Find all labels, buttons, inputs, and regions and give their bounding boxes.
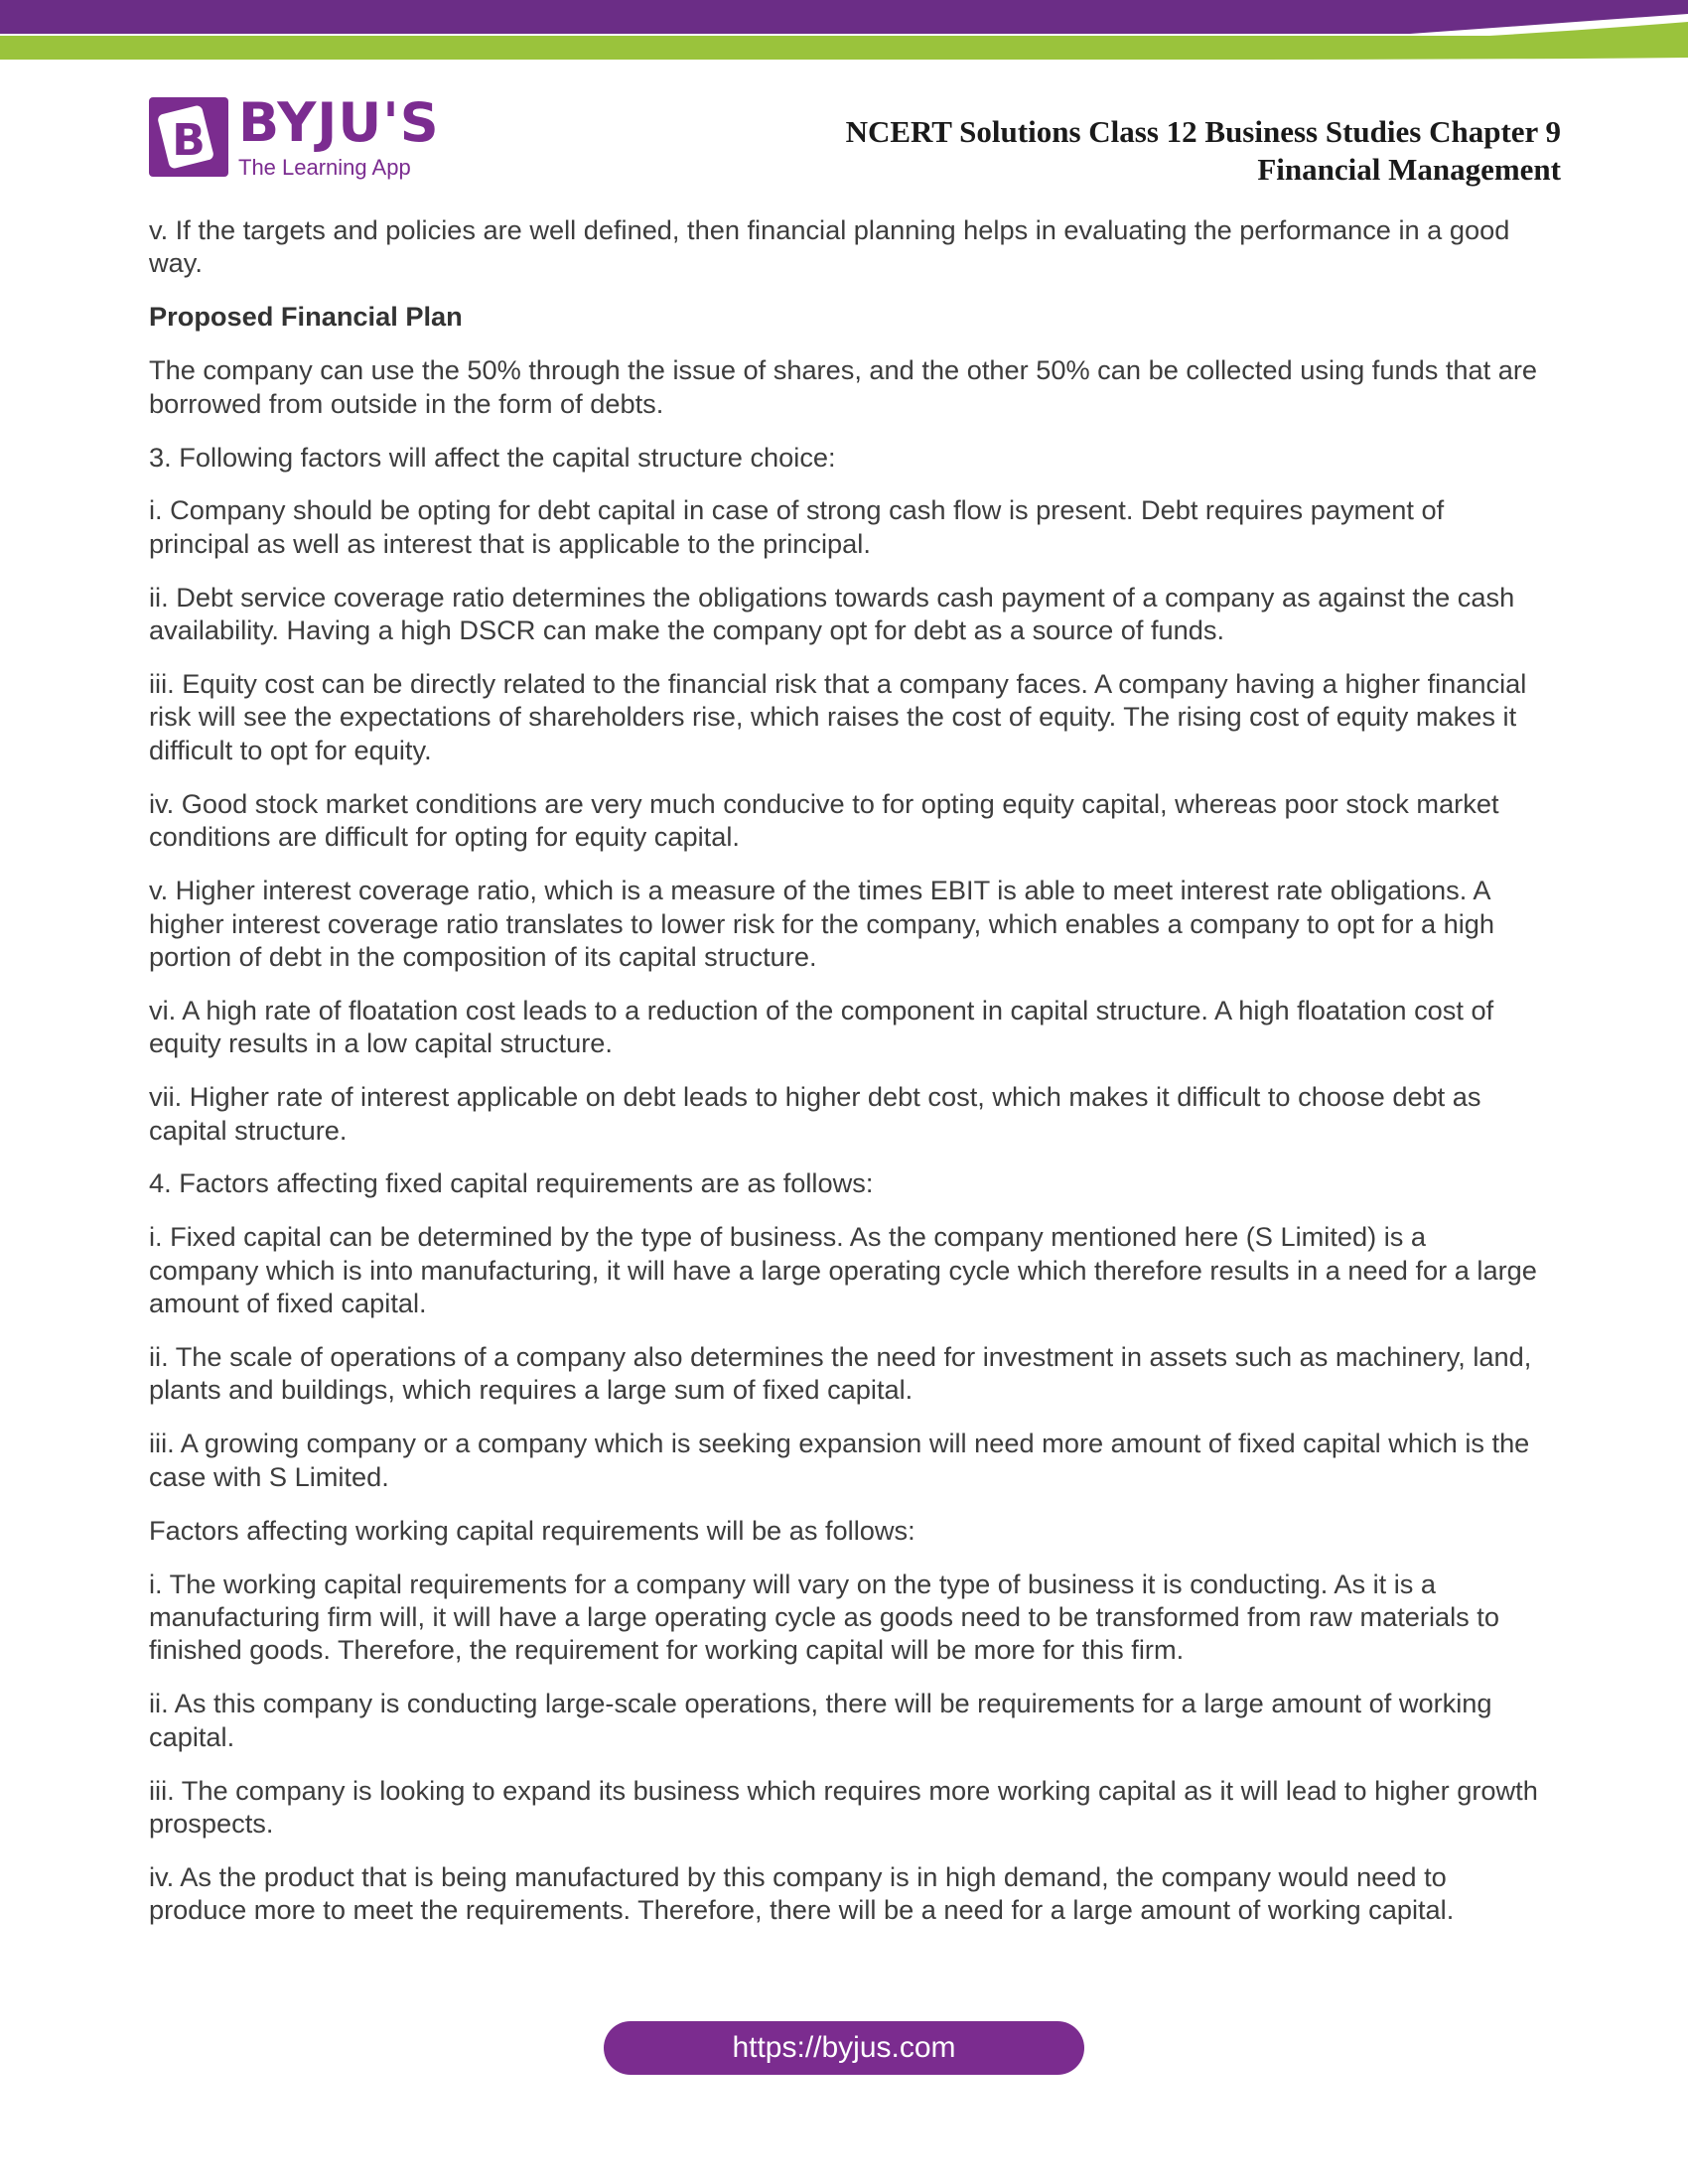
- paragraph: iv. Good stock market conditions are very much conducive to for opting equity capital, whereas poor stock market conditions are difficult for opting for equity capital.: [149, 787, 1499, 853]
- paragraph: iv. As the product that is being manufactured by this company is in high demand, the company would need to produce more to meet the requirements. Therefore, there will be a need for a large amount of working capital.: [149, 1860, 1455, 1926]
- paragraph: i. Fixed capital can be determined by the type of business. As the company mentioned here (S Limited) is a company which is into manufacturing, it will have a large operating cycle which therefore results in a need for a large amount of fixed capital.: [149, 1221, 1537, 1319]
- paragraph: ii. The scale of operations of a company also determines the need for investment in assets such as machinery, land, plants and buildings, which requires a large sum of fixed capital.: [149, 1341, 1532, 1406]
- document-title-line-2: Financial Management: [1257, 152, 1561, 187]
- paragraph: iii. Equity cost can be directly related to the financial risk that a company faces. A company having a higher financial risk will see the expectations of shareholders rise, which raises the cost of equity. The rising cost of equity makes it difficult to opt for equity.: [149, 668, 1527, 765]
- top-banner: [0, 0, 1688, 64]
- page-header: [0, 89, 1688, 189]
- paragraph: i. Company should be opting for debt capital in case of strong cash flow is present. Debt requires payment of principal as well as interest that is applicable to the principal.: [149, 494, 1445, 559]
- byjus-logo: [149, 91, 440, 181]
- document-title-line-1: NCERT Solutions Class 12 Business Studies Chapter 9: [845, 114, 1561, 149]
- paragraph: The company can use the 50% through the issue of shares, and the other 50% can be collected using funds that are borrowed from outside in the form of debts.: [149, 354, 1538, 419]
- footer-url: https://byjus.com: [732, 2031, 956, 2064]
- paragraph: 4. Factors affecting fixed capital requirements are as follows:: [149, 1167, 874, 1199]
- paragraph: iii. The company is looking to expand its business which requires more working capital as it will lead to higher growth prospects.: [149, 1774, 1538, 1840]
- paragraph: Factors affecting working capital requirements will be as follows:: [149, 1514, 915, 1546]
- paragraph: v. Higher interest coverage ratio, which is a measure of the times EBIT is able to meet interest rate obligations. A higher interest coverage ratio translates to lower risk for the company, which enables a company to opt for a high portion of debt in the composition of its capital structure.: [149, 875, 1495, 972]
- footer-website-link[interactable]: [604, 2021, 1084, 2075]
- paragraph: 3. Following factors will affect the capital structure choice:: [149, 441, 836, 473]
- paragraph: vii. Higher rate of interest applicable on debt leads to higher debt cost, which makes it difficult to choose debt as capital structure.: [149, 1081, 1481, 1146]
- paragraph: vi. A high rate of floatation cost leads to a reduction of the component in capital structure. A high floatation cost of equity results in a low capital structure.: [149, 994, 1494, 1059]
- paragraph: v. If the targets and policies are well defined, then financial planning helps in evaluating the performance in a good way.: [149, 214, 1510, 279]
- byjus-logo-icon: [149, 97, 228, 177]
- document-body: [149, 213, 1539, 1947]
- paragraph: iii. A growing company or a company which is seeking expansion will need more amount of fixed capital which is the case with S Limited.: [149, 1428, 1530, 1492]
- document-title: [846, 113, 1561, 189]
- paragraph: ii. Debt service coverage ratio determines the obligations towards cash payment of a company as against the cash availability. Having a high DSCR can make the company opt for debt as a source of funds.: [149, 581, 1515, 646]
- svg-text:B: B: [172, 115, 206, 166]
- brand-tagline: The Learning App: [238, 155, 411, 180]
- paragraph: i. The working capital requirements for a company will vary on the type of business it is conducting. As it is a manufacturing firm will, it will have a large operating cycle as goods need to be transformed from raw materials to finished goods. Therefore, the requirement for working capital will be more for this firm.: [149, 1568, 1499, 1666]
- section-heading: Proposed Financial Plan: [149, 301, 463, 333]
- paragraph: ii. As this company is conducting large-scale operations, there will be requirements for a large amount of working capital.: [149, 1688, 1492, 1752]
- brand-name: BYJU'S: [238, 91, 440, 154]
